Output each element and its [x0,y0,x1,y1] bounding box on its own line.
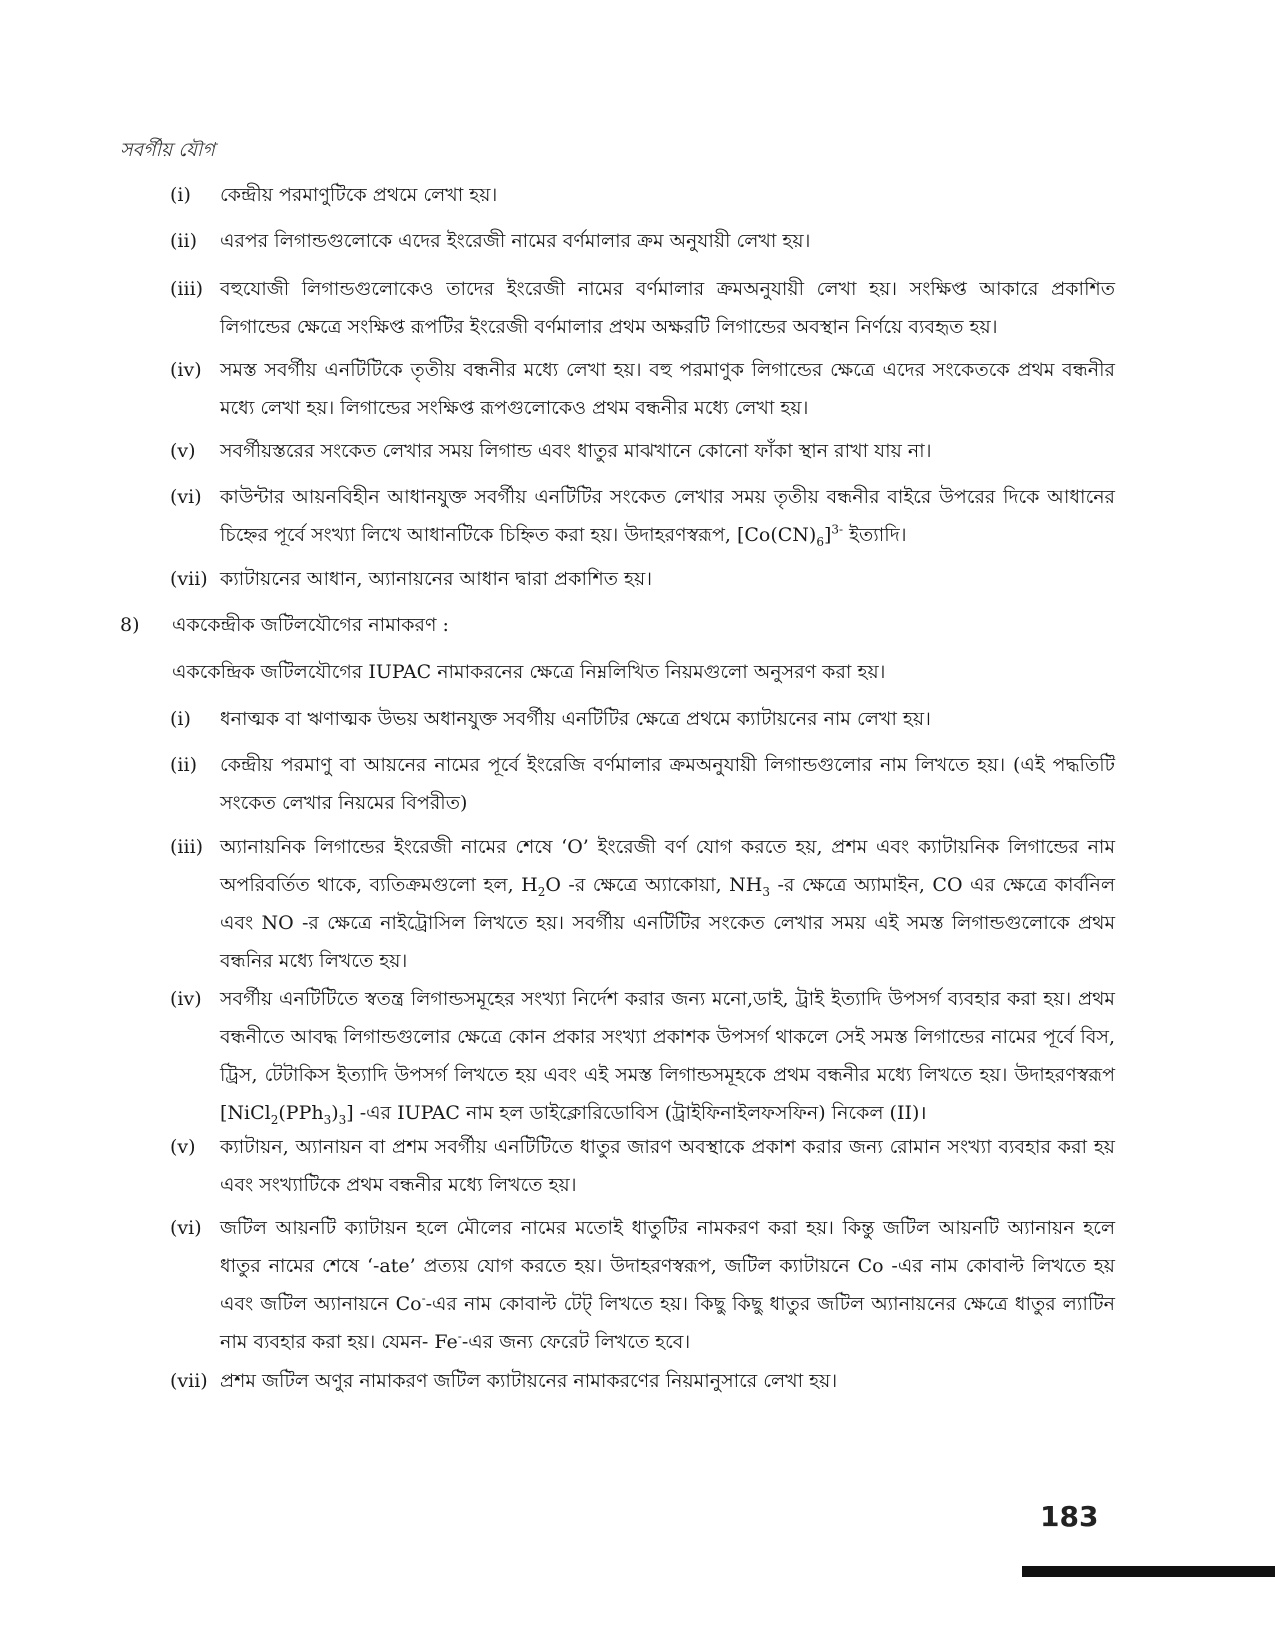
item-number: (ii) [170,754,197,776]
item-text: ক্যাটায়নের আধান, অ্যানায়নের আধান দ্বারা প্রকাশিত হয়। [220,568,652,590]
list-item [170,1209,1122,1361]
section-number: 8) [120,614,140,636]
item-text: ধনাত্মক বা ঋণাত্মক উভয় অধানযুক্ত সবর্গীয় এনটিটির ক্ষেত্রে প্রথমে ক্যাটায়নের নাম লেখা হয়। [220,708,931,730]
item-text: সমস্ত সবর্গীয় এনটিটিকে তৃতীয় বন্ধনীর মধ্যে লেখা হয়। বহু পরমাণুক লিগান্ডের ক্ষেত্রে এদের সংকেতকে প্রথম বন্ধনীর মধ্যে লেখা হয়। লিগান্ডের সংক্ষিপ্ত রূপগুলোকেও প্রথম বন্ধনীর মধ্যে লেখা হয়। [220,359,1115,419]
item-number: (vi) [170,1217,202,1239]
item-text: সবর্গীয় এনটিটিতে স্বতন্ত্র লিগান্ডসমূহের সংখ্যা নির্দেশ করার জন্য মনো,ডাই, ট্রাই ইত্যাদি উপসর্গ ব্যবহার করা হয়। প্রথম বন্ধনীতে আবদ্ধ লিগান্ডগুলোর ক্ষেত্রে কোন প্রকার সংখ্যা প্রকাশক উপসর্গ থাকলে সেই সমস্ত লিগান্ডের নামের পূর্বে বিস, ট্রিস, টেটাকিস ইত্যাদি উপসর্গ লিখতে হয় এবং এই সমস্ত লিগান্ডসমূহকে প্রথম বন্ধনীর মধ্যে লিখতে হয়। উদাহরণস্বরূপ $[NiCl_2(PPh_3)_3]$ -এর IUPAC নাম হল ডাইক্লোরিডোবিস (ট্রাইফিনাইলফসফিন) নিকেল (II)। [220,988,1122,1127]
running-header: সবর্গীয় যৌগ [120,139,215,161]
item-number: (vii) [170,1370,208,1392]
item-number: (v) [170,440,196,462]
item-text: কাউন্টার আয়নবিহীন আধানযুক্ত সবর্গীয় এনটিটির সংকেত লেখার সময় তৃতীয় বন্ধনীর বাইরে উপরের দিকে আধানের চিহ্নের পূর্বে সংখ্যা লিখে আধানটিকে চিহ্নিত করা হয়। উদাহরণস্বরূপ, $[Co(CN)_6]^{3-}$ ইত্যাদি। [220,486,1122,549]
list-item [170,746,1115,822]
item-number: (vi) [170,486,202,508]
item-text: কেন্দ্রীয় পরমাণুটিকে প্রথমে লেখা হয়। [220,184,498,206]
item-number: (i) [170,708,191,730]
item-text: এরপর লিগান্ডগুলোকে এদের ইংরেজী নামের বর্ণমালার ক্রম অনুযায়ী লেখা হয়। [220,230,811,252]
list-item [170,1128,1115,1204]
item-text: কেন্দ্রীয় পরমাণু বা আয়নের নামের পূর্বে ইংরেজি বর্ণমালার ক্রমঅনুযায়ী লিগান্ডগুলোর নাম লিখতে হয়। (এই পদ্ধতিটি সংকেত লেখার নিয়মের বিপরীত) [220,754,1115,814]
section-title: এককেন্দ্রীক জটিলযৌগের নামাকরণ : [172,614,449,636]
item-number: (ii) [170,230,197,252]
list-item [170,1362,1115,1400]
list-item [170,980,1122,1132]
list-item [170,478,1122,554]
list-item [170,270,1115,346]
list-item [170,560,1115,598]
item-text: প্রশম জটিল অণুর নামাকরণ জটিল ক্যাটায়নের নামাকরণের নিয়মানুসারে লেখা হয়। [220,1370,838,1392]
list-item [170,432,1115,470]
item-number: (i) [170,184,191,206]
item-number: (v) [170,1136,196,1158]
item-number: (iii) [170,836,204,858]
item-number: (iii) [170,278,204,300]
item-text: বহুযোজী লিগান্ডগুলোকেও তাদের ইংরেজী নামের বর্ণমালার ক্রমঅনুযায়ী লেখা হয়। সংক্ষিপ্ত আকারে প্রকাশিত লিগান্ডের ক্ষেত্রে সংক্ষিপ্ত রূপটির ইংরেজী বর্ণমালার প্রথম অক্ষরটি লিগান্ডের অবস্থান নির্ণয়ে ব্যবহৃত হয়। [220,278,1115,338]
item-number: (iv) [170,359,202,381]
item-text: ক্যাটায়ন, অ্যানায়ন বা প্রশম সবর্গীয় এনটিটিতে ধাতুর জারণ অবস্থাকে প্রকাশ করার জন্য রোমান সংখ্যা ব্যবহার করা হয় এবং সংখ্যাটিকে প্রথম বন্ধনীর মধ্যে লিখতে হয়। [220,1136,1115,1196]
item-number: (iv) [170,988,202,1010]
item-number: (vii) [170,568,208,590]
section-intro: এককেন্দ্রিক জটিলযৌগের IUPAC নামাকরনের ক্ষেত্রে নিম্নলিখিত নিয়মগুলো অনুসরণ করা হয়। [172,661,886,683]
item-text: সবর্গীয়স্তরের সংকেত লেখার সময় লিগান্ড এবং ধাতুর মাঝখানে কোনো ফাঁকা স্থান রাখা যায় না। [220,440,932,462]
list-item [170,176,1115,214]
footer-rule [1022,1566,1275,1577]
list-item [170,700,1115,738]
section-heading [120,606,1115,644]
item-text: অ্যানায়নিক লিগান্ডের ইংরেজী নামের শেষে ‘O’ ইংরেজী বর্ণ যোগ করতে হয়, প্রশম এবং ক্যাটায়নিক লিগান্ডের নাম অপরিবর্তিত থাকে, ব্যতিক্রমগুলো হল, $H_2O$ -র ক্ষেত্রে অ্যাকোয়া, $NH_3$ -র ক্ষেত্রে অ্যামাইন, CO এর ক্ষেত্রে কার্বনিল এবং NO -র ক্ষেত্রে নাইট্রোসিল লিখতে হয়। সবর্গীয় এনটিটির সংকেত লেখার সময় এই সমস্ত লিগান্ডগুলোকে প্রথম বন্ধনির মধ্যে লিখতে হয়। [220,836,1122,972]
page-number: 183 [1040,1500,1099,1533]
list-item [170,222,1115,260]
list-item [170,828,1122,980]
list-item [170,351,1115,427]
item-text: জটিল আয়নটি ক্যাটায়ন হলে মৌলের নামের মতোই ধাতুটির নামকরণ করা হয়। কিন্তু জটিল আয়নটি অ্যানায়ন হলে ধাতুর নামের শেষে ‘-ate’ প্রত্যয় যোগ করতে হয়। উদাহরণস্বরূপ, জটিল ক্যাটায়নে Co -এর নাম কোবাল্ট লিখতে হয় এবং জটিল অ্যানায়নে Co--এর নাম কোবাল্ট টেট্ লিখতে হয়। কিছু কিছু ধাতুর জটিল অ্যানায়নের ক্ষেত্রে ধাতুর ল্যাটিন নাম ব্যবহার করা হয়। যেমন- Fe--এর জন্য ফেরেট লিখতে হবে। [220,1217,1122,1353]
